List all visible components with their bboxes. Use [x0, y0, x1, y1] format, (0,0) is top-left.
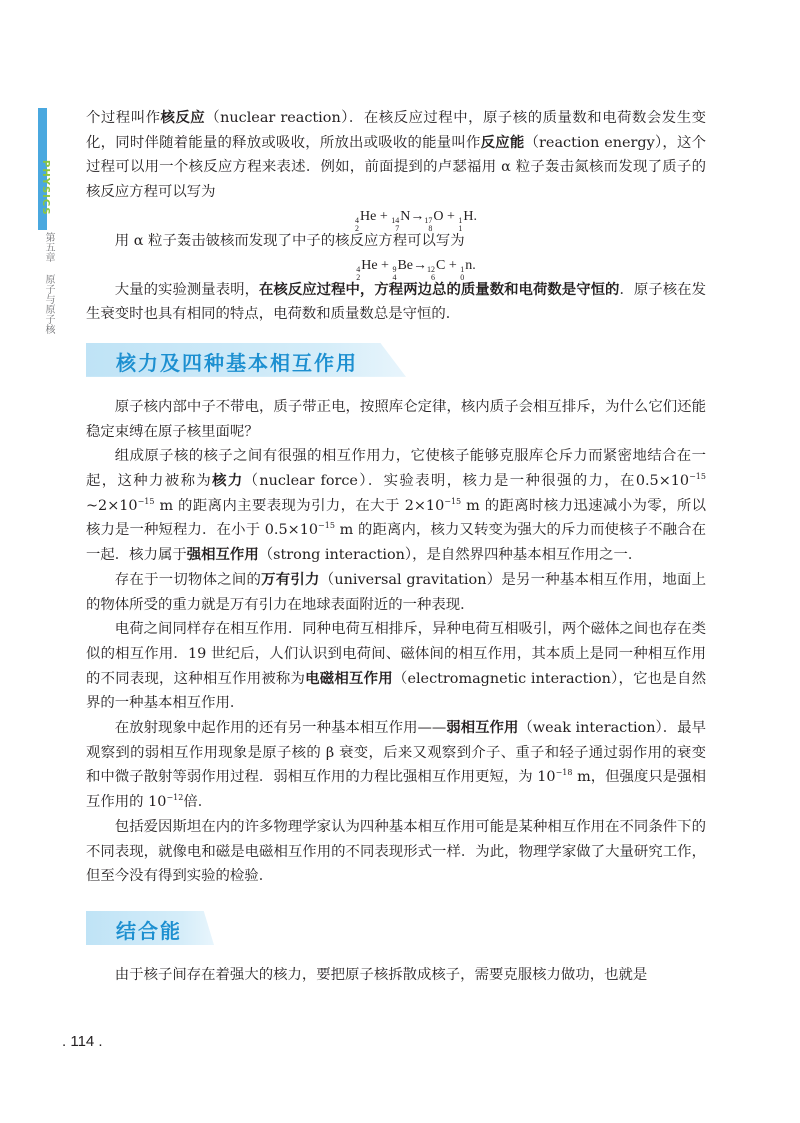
section-title: 核力及四种基本相互作用 — [116, 350, 358, 375]
page-number: . 114 . — [62, 1033, 103, 1050]
paragraph-neutron-discovery: 用 α 粒子轰击铍核而发现了中子的核反应方程可以写为 — [114, 232, 465, 249]
paragraph-binding-energy: 由于核子间存在着强大的核力，要把原子核拆散成核子，需要克服核力做功，也就是 — [114, 966, 648, 983]
paragraph-weak-interaction: 在放射现象中起作用的还有另一种基本相互作用——弱相互作用（weak interaction）．最早观察到的弱相互作用现象是原子核的 β 衰变，后来又观察到介子、重子和轻子通过弱作用的衰变和中微子散射等弱作用过程．弱相互作用的力程比强相互作用更短，为 $10^{-18}$ m，但强度只是强相互作用的 $10^{-12}$倍． — [86, 720, 706, 811]
chapter-title: 原子与原子核 — [43, 274, 54, 334]
paragraph-question: 原子核内部中子不带电，质子带正电，按照库仑定律，核内质子会相互排斥，为什么它们还能稳定束缚在原子核里面呢？ — [86, 398, 706, 440]
paragraph-conservation: 大量的实验测量表明，在核反应过程中，方程两边总的质量数和电荷数是守恒的．原子核在发生衰变时也具有相同的特点，电荷数和质量数总是守恒的． — [86, 281, 706, 323]
chapter-label: 第五章 — [43, 232, 54, 262]
paragraph-gravitation: 存在于一切物体之间的万有引力（universal gravitation）是另一种基本相互作用，地面上的物体所受的重力就是万有引力在地球表面附近的一种表现． — [86, 571, 706, 613]
paragraph-unification: 包括爱因斯坦在内的许多物理学家认为四种基本相互作用可能是某种相互作用在不同条件下的不同表现，就像电和磁是电磁相互作用的不同表现形式一样．为此，物理学家做了大量研究工作，但至今没有得到实验的检验． — [86, 818, 706, 885]
section-heading-binding-energy — [86, 911, 416, 945]
paragraph-nuclear-reaction: 个过程叫作核反应（nuclear reaction）．在核反应过程中，原子核的质量数和电荷数会发生变化，同时伴随着能量的释放或吸收，所放出或吸收的能量叫作反应能（reaction energy），这个过程可以用一个核反应方程来表述．例如，前面提到的卢瑟福用 α 粒子轰击氮核而发现了质子的核反应方程可以写为 — [86, 110, 706, 201]
equation-proton-discovery: 4 2 He + 14 7 N→ 17 8 O + 1 1 H. — [354, 208, 477, 233]
paragraph-nuclear-force: 组成原子核的核子之间有很强的相互作用力，它使核子能够克服库仑斥力而紧密地结合在一起，这种力被称为核力（nuclear force）．实验表明，核力是一种很强的力，在$0.5\times 10^{-15}$ $\sim 2\times 10^{-15}$ m 的距离内主要表现为引力，在大于 $2\times 10^{-15}$ m 的距离时核力迅速减小为零，所以核力是一种短程力．在小于 $0.5\times 10^{-15}$ m 的距离内，核力又转变为强大的斥力而使核子不融合在一起．核力属于强相互作用（strong interaction），是自然界四种基本相互作用之一． — [86, 448, 706, 564]
section-heading-nuclear-force — [86, 343, 416, 377]
equation-neutron-discovery: 4 2 He + 9 4 Be→ 12 6 C + 1 0 n. — [356, 257, 476, 282]
page-body — [86, 106, 706, 988]
subject-label: PHYSICS — [40, 160, 51, 216]
paragraph-electromagnetic: 电荷之间同样存在相互作用．同种电荷互相排斥，异种电荷互相吸引，两个磁体之间也存在类似的相互作用．19 世纪后，人们认识到电荷间、磁体间的相互作用，其本质上是同一种相互作用的不同表现，这种相互作用被称为电磁相互作用（electromagnetic interaction），它也是自然界的一种基本相互作用． — [86, 621, 706, 712]
section-title: 结合能 — [116, 918, 182, 943]
